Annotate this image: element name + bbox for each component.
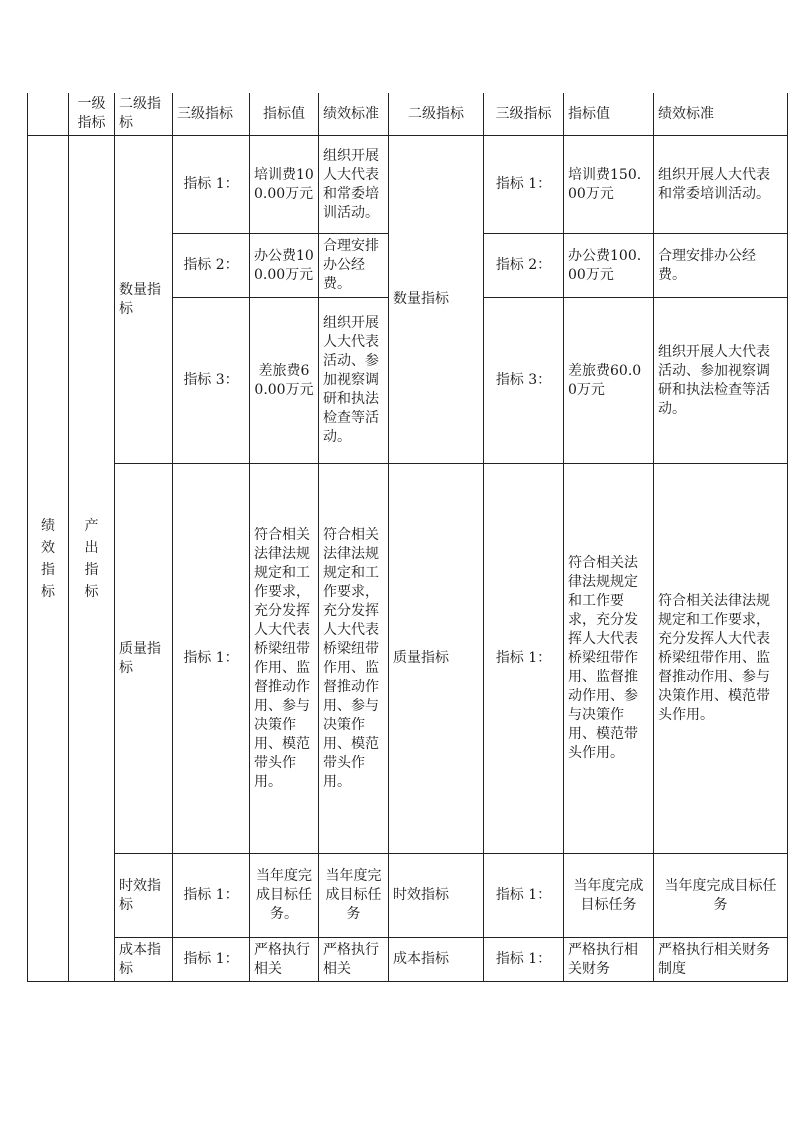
quality-value-left: 符合相关法律法规规定和工作要求，充分发挥人大代表桥梁纽带作用、监督推动作用、参与决策作用、模范带头作用。 (250, 464, 319, 854)
header-level3-left: 三级指标 (173, 93, 250, 136)
cost-std-right (654, 938, 788, 982)
quality-label-right: 质量指标 (389, 464, 484, 854)
quantity-std-right-2: 合理安排办公经费。 (654, 234, 788, 298)
header-standard-right: 绩效标准 (654, 93, 788, 136)
cost-std-right-text: 严格执行相关财务制度 (658, 941, 770, 977)
header-row (28, 93, 788, 136)
cost-row (28, 938, 788, 982)
perf-indicator-cell (28, 136, 69, 982)
cost-label-right: 成本指标 (389, 938, 484, 982)
quantity-l3-right-3: 指标 3： (484, 298, 564, 464)
quantity-l3-right-2: 指标 2： (484, 234, 564, 298)
quality-std-right: 符合相关法律法规规定和工作要求，充分发挥人大代表桥梁纽带作用、监督推动作用、参与决策作用、模范带头作用。 (654, 464, 788, 854)
header-level3-right: 三级指标 (484, 93, 564, 136)
header-level2-right: 二级指标 (389, 93, 484, 136)
cost-value-left (250, 938, 319, 982)
quality-label-left: 质量指标 (115, 464, 173, 854)
timeliness-label-left: 时效指标 (115, 854, 173, 938)
quantity-label-right: 数量指标 (389, 136, 484, 464)
cost-value-right (564, 938, 654, 982)
quantity-l3-left-2: 指标 2： (173, 234, 250, 298)
quantity-std-left-1: 组织开展人大代表和常委培训活动。 (319, 136, 389, 234)
quantity-std-right-1: 组织开展人大代表和常委培训活动。 (654, 136, 788, 234)
quantity-l3-left-3: 指标 3： (173, 298, 250, 464)
timeliness-row (28, 854, 788, 938)
quantity-value-right-1: 培训费150.00万元 (564, 136, 654, 234)
quality-l3-right: 指标 1： (484, 464, 564, 854)
timeliness-label-right: 时效指标 (389, 854, 484, 938)
cost-l3-right: 指标 1： (484, 938, 564, 982)
output-indicator-cell (69, 136, 115, 982)
blank-header-cell (28, 93, 69, 136)
quantity-value-left-1: 培训费100.00万元 (250, 136, 319, 234)
quantity-label-left: 数量指标 (115, 136, 173, 464)
header-value-right: 指标值 (564, 93, 654, 136)
cost-label-left: 成本指标 (115, 938, 173, 982)
quality-l3-left: 指标 1： (173, 464, 250, 854)
quantity-value-right-2: 办公费100.00万元 (564, 234, 654, 298)
cost-l3-left: 指标 1： (173, 938, 250, 982)
cost-value-right-text: 严格执行相关财务 (568, 941, 638, 977)
quality-std-left: 符合相关法律法规规定和工作要求，充分发挥人大代表桥梁纽带作用、监督推动作用、参与决策作用、模范带头作用。 (319, 464, 389, 854)
perf-indicator-label: 绩效指标 (41, 517, 55, 600)
quantity-std-left-3: 组织开展人大代表活动、参加视察调研和执法检查等活动。 (319, 298, 389, 464)
quantity-value-right-3: 差旅费60.00万元 (564, 298, 654, 464)
quantity-l3-right-1: 指标 1： (484, 136, 564, 234)
cost-std-left (319, 938, 389, 982)
timeliness-l3-left: 指标 1： (173, 854, 250, 938)
header-level1: 一级指标 (69, 93, 115, 136)
header-value-left: 指标值 (250, 93, 319, 136)
timeliness-l3-right: 指标 1： (484, 854, 564, 938)
quality-row (28, 464, 788, 854)
quantity-value-left-3: 差旅费60.00万元 (250, 298, 319, 464)
timeliness-std-right: 当年度完成目标任务 (654, 854, 788, 938)
quantity-row-1 (28, 136, 788, 234)
header-standard-left: 绩效标准 (319, 93, 389, 136)
quantity-std-right-3: 组织开展人大代表活动、参加视察调研和执法检查等活动。 (654, 298, 788, 464)
header-level2-left: 二级指标 (115, 93, 173, 136)
timeliness-value-right: 当年度完成目标任务 (564, 854, 654, 938)
performance-indicator-table (27, 93, 788, 982)
quality-value-right: 符合相关法律法规规定和工作要求，充分发挥人大代表桥梁纽带作用、监督推动作用、参与决策作用、模范带头作用。 (564, 464, 654, 854)
quantity-l3-left-1: 指标 1： (173, 136, 250, 234)
quantity-std-left-2: 合理安排办公经费。 (319, 234, 389, 298)
timeliness-value-left: 当年度完成目标任务。 (250, 854, 319, 938)
cost-std-left-text: 严格执行相关 (323, 941, 379, 977)
output-indicator-label: 产出指标 (84, 517, 99, 600)
quantity-value-left-2: 办公费100.00万元 (250, 234, 319, 298)
cost-value-left-text: 严格执行相关 (254, 941, 310, 977)
timeliness-std-left: 当年度完成目标任务 (319, 854, 389, 938)
